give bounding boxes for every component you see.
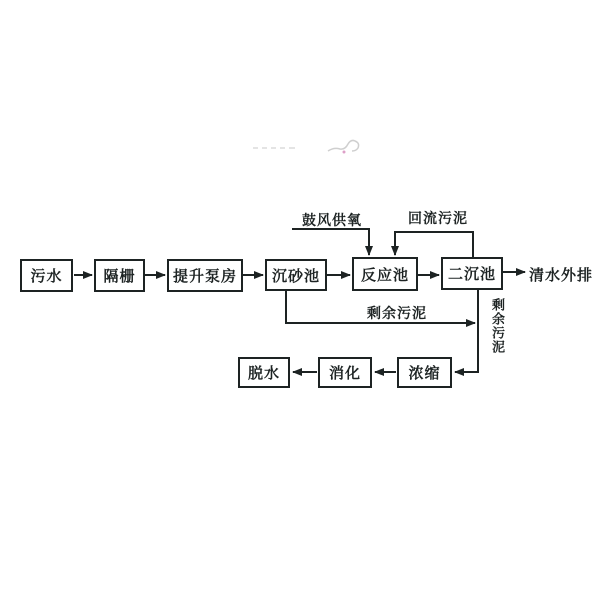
label-effluent-discharge: 清水外排 (529, 266, 594, 284)
node-reaction-tank: 反应池 (352, 257, 418, 291)
node-thickening: 浓缩 (397, 357, 452, 388)
node-dewatering: 脱水 (238, 357, 290, 388)
node-secondary-clarifier: 二沉池 (441, 257, 503, 290)
node-lift-pump-station: 提升泵房 (167, 259, 243, 292)
label-return-sludge: 回流污泥 (408, 211, 468, 227)
node-sewage: 污水 (20, 259, 73, 292)
label-excess-sludge: 剩余污泥 (367, 306, 427, 322)
label-excess-sludge-vertical: 剩余污泥 (489, 298, 504, 354)
label-blower-oxygen: 鼓风供氧 (302, 213, 362, 229)
node-grit-chamber: 沉砂池 (265, 259, 327, 291)
node-digestion: 消化 (318, 357, 372, 388)
node-bar-screen: 隔栅 (94, 259, 145, 292)
